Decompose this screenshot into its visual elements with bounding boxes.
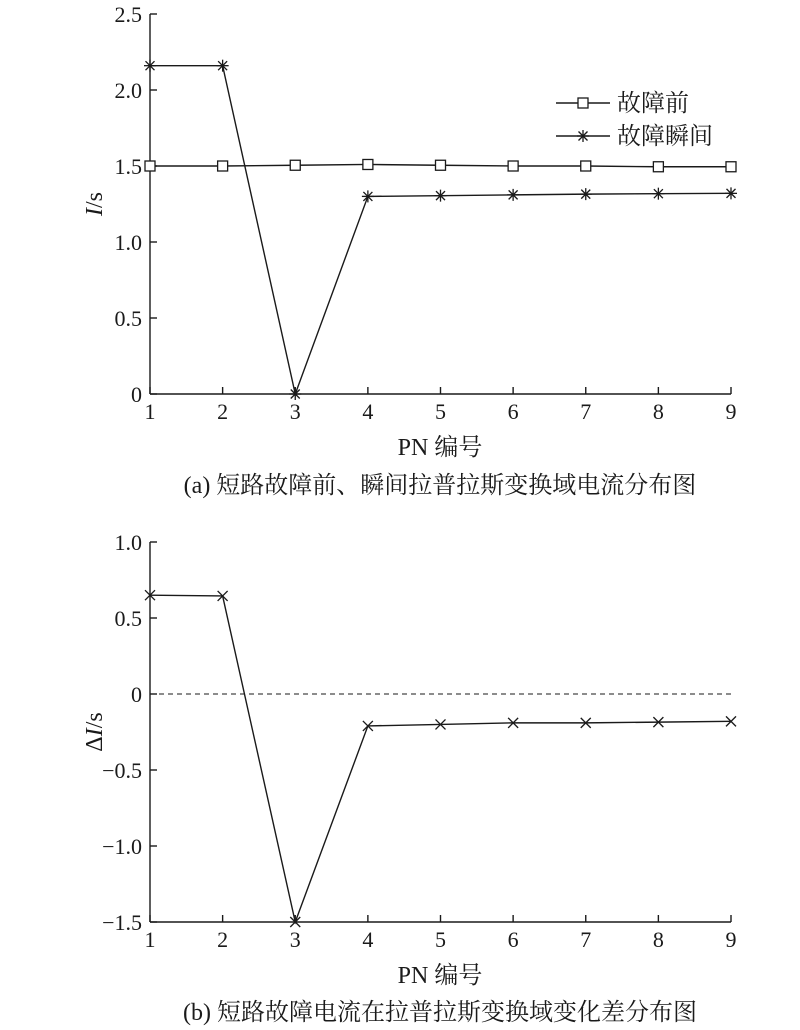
chart-b-xtick-label: 2 bbox=[217, 927, 229, 952]
chart-a-ytick-label: 0 bbox=[131, 382, 142, 407]
chart-a-ytick-label: 2.0 bbox=[114, 78, 142, 103]
chart-b-ytick-label: 0.5 bbox=[114, 606, 142, 631]
chart-a-series-0-point bbox=[290, 160, 300, 170]
chart-a-ylabel bbox=[82, 192, 108, 217]
chart-b-xtick-label: 1 bbox=[144, 927, 156, 952]
chart-a-xlabel: PN 编号 bbox=[397, 435, 483, 461]
chart-a-series-1-point bbox=[507, 189, 519, 201]
chart-a-xtick-label: 2 bbox=[217, 399, 229, 424]
chart-b-xtick-label: 5 bbox=[435, 927, 446, 952]
chart-b-xtick-label: 8 bbox=[652, 927, 664, 952]
chart-a-ylabel-unit: /s bbox=[82, 191, 108, 209]
chart-b-ylabel-unit: /s bbox=[82, 712, 108, 729]
chart-a-series-0-point bbox=[508, 161, 518, 171]
chart-b-series-0-line bbox=[150, 595, 731, 922]
chart-a-series-0-point bbox=[218, 161, 228, 171]
chart-b-ytick-label: −1.5 bbox=[102, 910, 142, 935]
chart-b-ylabel bbox=[82, 712, 108, 751]
chart-a-plot bbox=[115, 2, 738, 424]
chart-a-ytick-label: 1.5 bbox=[114, 154, 142, 179]
chart-a-ytick-label: 1.0 bbox=[114, 230, 142, 255]
chart-b-plot bbox=[102, 530, 736, 952]
chart-a-ytick-label: 2.5 bbox=[114, 2, 142, 27]
chart-a-series-0-point bbox=[726, 162, 736, 172]
chart-b-ytick-label: 1.0 bbox=[114, 530, 142, 555]
chart-b bbox=[82, 530, 737, 1026]
chart-a bbox=[82, 2, 737, 499]
chart-a-xtick-label: 7 bbox=[580, 399, 592, 424]
chart-b-xtick-label: 3 bbox=[289, 927, 301, 952]
chart-a-series-1-point bbox=[435, 190, 447, 202]
chart-b-xtick-label: 6 bbox=[507, 927, 519, 952]
chart-a-series-1-point bbox=[217, 60, 229, 72]
chart-a-caption: (a) 短路故障前、瞬间拉普拉斯变换域电流分布图 bbox=[183, 473, 697, 499]
legend-label-instant: 故障瞬间 bbox=[617, 124, 713, 150]
chart-b-ylabel-prefix: Δ bbox=[82, 736, 108, 752]
chart-a-series-0-point bbox=[145, 161, 155, 171]
chart-a-series-0-point bbox=[581, 161, 591, 171]
chart-a-xtick-label: 4 bbox=[362, 399, 374, 424]
chart-b-xtick-label: 9 bbox=[725, 927, 737, 952]
chart-a-xtick-label: 5 bbox=[435, 399, 446, 424]
chart-b-ytick-label: −0.5 bbox=[102, 758, 142, 783]
chart-a-series-1-point bbox=[652, 188, 664, 200]
chart-a-xtick-label: 1 bbox=[144, 399, 156, 424]
chart-b-xtick-label: 4 bbox=[362, 927, 374, 952]
chart-b-ylabel-var: I bbox=[82, 728, 108, 737]
chart-a-series-0-point bbox=[436, 160, 446, 170]
chart-a-series-1-point bbox=[362, 190, 374, 202]
legend-asterisk-marker bbox=[577, 130, 589, 142]
chart-b-ytick-label: 0 bbox=[131, 682, 142, 707]
chart-b-ytick-label: −1.0 bbox=[102, 834, 142, 859]
chart-a-xtick-label: 8 bbox=[652, 399, 664, 424]
chart-a-xtick-label: 9 bbox=[725, 399, 737, 424]
chart-a-xtick-label: 3 bbox=[289, 399, 301, 424]
chart-a-ylabel-var: I bbox=[82, 208, 108, 217]
chart-a-legend bbox=[556, 90, 713, 150]
chart-a-xtick-label: 6 bbox=[507, 399, 519, 424]
legend-square-marker bbox=[578, 98, 588, 108]
legend-label-before: 故障前 bbox=[617, 91, 689, 117]
chart-a-series-1-point bbox=[289, 388, 301, 400]
chart-a-series-0-point bbox=[363, 159, 373, 169]
chart-a-series-1-point bbox=[725, 187, 737, 199]
chart-a-series-1-point bbox=[580, 188, 592, 200]
chart-a-series-1-point bbox=[144, 60, 156, 72]
chart-b-xtick-label: 7 bbox=[580, 927, 592, 952]
chart-b-xlabel: PN 编号 bbox=[397, 963, 483, 989]
chart-a-ytick-label: 0.5 bbox=[114, 306, 142, 331]
chart-a-series-0-point bbox=[653, 162, 663, 172]
chart-b-caption: (b) 短路故障电流在拉普拉斯变换域变化差分布图 bbox=[183, 1000, 697, 1026]
